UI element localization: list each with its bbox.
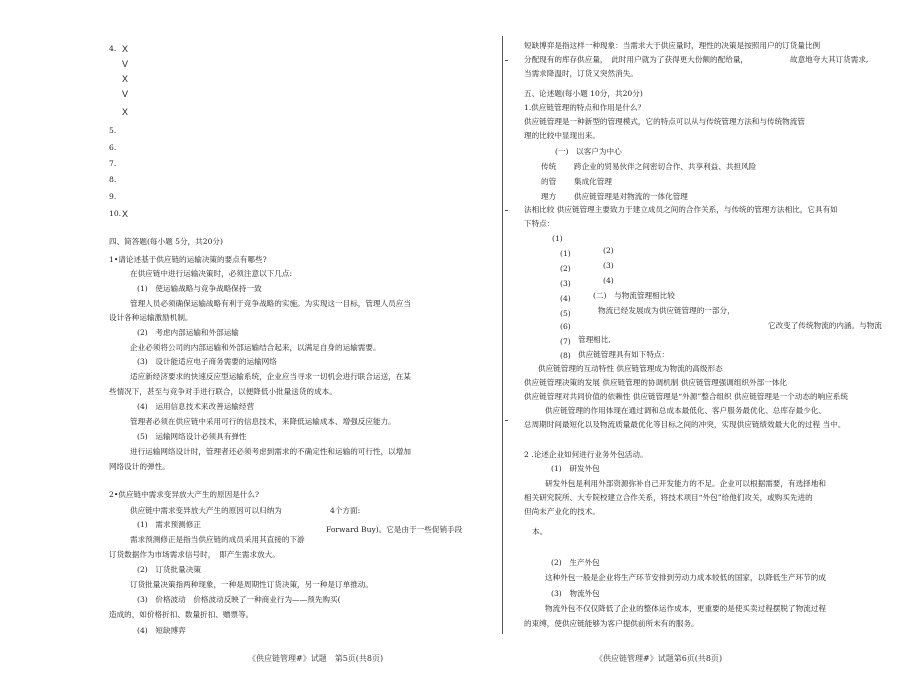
q1-point5-text-cont: 网络设计的弹性。 [109,462,170,471]
numbered-label: (5) [560,309,571,318]
r-q2-p3-title: (3) 物流外包 [551,589,600,598]
list-item-number: 6. [109,143,117,152]
q2-point1-text-cont: 订货数据作为市场需求信号时， 即产生需求放大。 [109,550,280,559]
numbered-label: (4) [560,294,571,303]
divider-tick [505,420,508,421]
list-item-number: 4. [109,44,117,53]
r-q1-item11: 供应链管理对共同价值的依赖性 供应链管理是“外源”整合组织 供应链管理是一个动态的响应系统 [524,392,848,401]
r-q1-item10: 供应链管理决策的发展 供应链管理的协调机制 供应链管理强调组织外部一体化 [524,378,788,387]
list-item-mark: X [122,44,129,54]
r-q1-side3: 理方 [541,192,557,201]
r-q2-p1-text-cont2: 但尚未产业化的技术。 [524,507,600,516]
q2-point1-text: 需求预测修正是指当供应链的成员采用其直接的下游 [130,535,305,544]
r-q1-paren1: (1) [552,234,563,243]
r-q1-side1: 传统 [541,162,557,171]
left-footer: 《供应链管理#》试题 第5页(共8页) [248,654,384,663]
list-item-number: 7. [109,159,117,168]
q2-forward-buy: Forward Buy)。它是由于一些促销手段 [326,525,463,534]
q1-point5-text: 进行运输网络设计时，管理者还必须考虑到需求的不确定性和运输的可行性，以增加 [130,447,411,456]
r-q1-compare-cont: 下特点： [524,219,555,228]
numbered-label: (8) [560,351,571,360]
list-item-mark: X [122,74,129,84]
r-q2-p2-title: (2) 生产外包 [551,558,600,567]
list-item-number: 8. [109,175,117,184]
r-q1-item9: 供应链管理的互动特性 供应链管理成为物流的高级形态 [538,364,723,373]
r-q1-text-cont: 理的比较中显现出来。 [524,131,600,140]
r-q1-item1-text: 跨企业的贸易伙伴之间密切合作、共享利益、共担风险 [574,162,757,171]
section4-title: 四、简答题(每小题 5分，共20分) [109,237,223,246]
numbered-label: (2) [560,264,571,273]
q1-point2-text: 企业必须将公司的内部运输和外部运输结合起来，以满足自身的运输需要。 [130,343,381,352]
r-q2-p1-text-cont3: 本。 [532,527,548,536]
r-q1-logi: 供应链管理是对物流的一体化管理 [574,192,688,201]
q1-point2-title: (2) 考虑内部运输和外部运输 [137,328,239,337]
numbered-label: (2) [603,246,614,255]
numbered-label: (6) [560,322,571,331]
q1-point4-text: 管理者必须在供应链中采用可行的信息技术，来降低运输成本、增强反应能力。 [130,417,396,426]
list-item-mark: V [122,59,129,69]
r-q2-p1-title: (1) 研发外包 [551,464,600,473]
right-top-line2: 分配现有的库存供应量， 此时用户就为了获得更大份额的配给量， [524,55,749,64]
numbered-label: (7) [560,337,571,346]
q2-question: 2•供应链中需求变异放大产生的原因是什么? [109,490,260,499]
right-top-line2-right: 故意地夸大其订货需求, [790,55,869,64]
section5-title: 五、论述题(每小题 10分，共20分) [524,89,643,98]
q1-point3-text-cont: 些情况下，甚至与竞争对手进行联合，以便降低小批量送货的成本。 [109,387,337,396]
list-item-mark: X [122,107,129,117]
q2-point4-title: (4) 短缺博弈 [137,626,186,635]
q2-point1-title: (1) 需求预测修正 [137,520,201,529]
q1-point3-text: 适应新经济要求的快速反应型运输系统，企业应当寻求一切机会进行联合运送，在某 [130,372,411,381]
page-divider [502,36,503,634]
q1-point3-title: (3) 设计能适应电子商务需要的运输网络 [137,357,277,366]
numbered-label: (1) [560,249,571,258]
q1-point1-text-cont: 设计各种运输激励机制。 [109,313,193,322]
r-q1-item2-text: 物流已经发展成为供应链管理的一部分， [598,306,735,315]
q2-point3-text: 造成的，如价格折扣、数量折扣、赠票等。 [109,610,254,619]
r-q1-text: 供应链管理是一种新型的管理模式，它的特点可以从与传统管理方法和与传统物流管 [524,117,805,126]
r-q1-item2-text-cont: 管理相比, [578,335,611,344]
list-item-number: 10. [109,209,122,218]
r-q1-compare: 法相比较 供应链管理主要致力于建立成员之间的合作关系，与传统的管理方法相比，它具有如 [524,205,838,214]
list-item-mark: X [122,209,129,219]
r-q1-item2: (二) 与物流管理相比较 [593,291,675,300]
r-q2-p3-text-cont: 的束缚，使供应链能够为客户提供前所未有的服务。 [524,619,699,628]
q2-intro: 供应链中需求变异放大产生的原因可以归纳为 [130,506,282,515]
r-q2-p3-text: 物流外包不仅仅降低了企业的整体运作成本，更重要的是使买卖过程摆脱了物流过程 [545,604,826,613]
r-q1-side2: 的管 [541,177,557,186]
q2-point3-title: (3) 价格波动 价格波动反映了一种商业行为——预先购买( [137,595,341,604]
right-top-line3: 当需求降温时，订货又突然消失。 [524,69,638,78]
divider-tick [505,60,508,61]
r-q1-effect-cont: 总周期时间最短化以及物流质量最优化等目标之间的冲突，实现供应链绩效最大化的过程 当中。 [524,420,846,429]
numbered-label: (3) [560,279,571,288]
q2-point2-text: 订货批量决策指两种现象，一种是周期性订货决策，另一种是订单推动。 [130,580,373,589]
q2-point2-title: (2) 订货批量决策 [137,565,201,574]
right-footer: 《供应链管理#》试题第6页(共8页) [595,654,723,663]
r-q1-item8: 供应链管理具有如下特点： [578,350,670,359]
r-q2-question: 2 .论述企业如何进行业务外包活动。 [524,450,648,459]
list-item-number: 9. [109,192,117,201]
r-q2-p1-text-cont1: 相关研究院所、大专院校建立合作关系，将技术项目“外包”给他们攻关，或购买先进的 [524,493,813,502]
r-q2-p2-text: 这种外包一般是企业将生产环节安排到劳动力成本较低的国家，以降低生产环节的成 [545,573,826,582]
q1-point4-title: (4) 运用信息技术来改善运输经营 [137,402,255,411]
q2-intro-right: 4个方面: [330,506,361,515]
q1-point1-text: 管理人员必须确保运输战略有利于竞争战略的实施。为实现这一目标，管理人员应当 [130,299,411,308]
r-q1-item1: (一) 以客户为中心 [555,147,622,156]
q1-intro: 在供应链中进行运输决策时，必须注意以下几点: [130,269,293,278]
r-q1-item2-right: 它改变了传统物流的内涵。与物流 [768,321,882,330]
numbered-label: (4) [603,276,614,285]
list-item-number: 5. [109,126,117,135]
r-q1-integ: 集成化管理 [574,177,612,186]
q1-question: 1•请论述基于供应链的运输决策的要点有哪些? [109,255,267,264]
divider-tick [505,210,508,211]
q1-point1-title: (1) 使运输战略与竞争战略保持一致 [137,284,262,293]
r-q1-question: 1.供应链管理的特点和作用是什么？ [524,103,646,112]
r-q1-effect: 供应链管理的作用体现在通过调和总成本最低化、客户服务最优化、总库存最少化、 [545,406,826,415]
list-item-mark: V [122,89,129,99]
right-top-line1: 短缺博弈是指这样一种现象：当需求大于供应量时，理性的决策是按照用户的订货量比例 [524,41,821,50]
numbered-label: (3) [603,261,614,270]
q1-point5-title: (5) 运输网络设计必须具有弹性 [137,432,247,441]
r-q2-p1-text: 研发外包是利用外部资源弥补自己开发能力的不足。企业可以根据需要，有选择地和 [545,479,826,488]
